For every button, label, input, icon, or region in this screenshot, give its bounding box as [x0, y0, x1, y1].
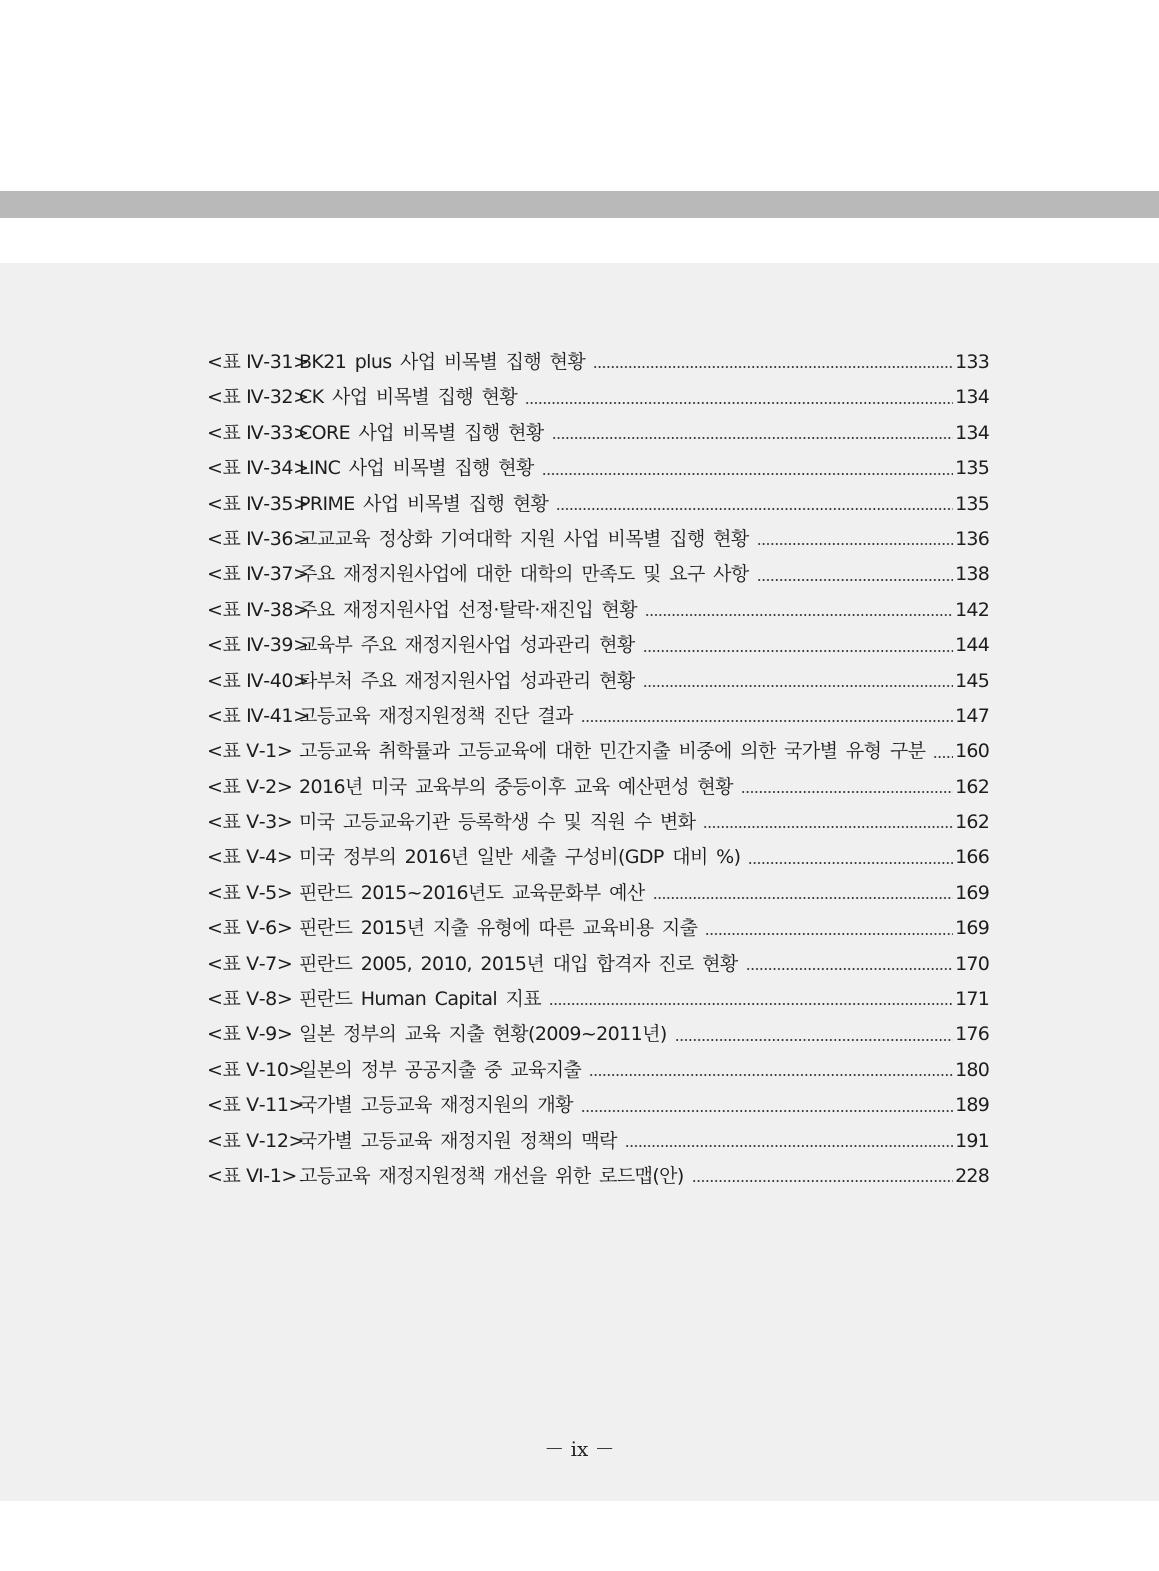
toc-entry-label: [207, 1053, 589, 1088]
table-number: <표 Ⅳ-32>: [207, 386, 309, 409]
page-reference: 160: [955, 740, 989, 763]
dot-leader: [933, 756, 953, 758]
toc-entry[interactable]: [207, 699, 989, 734]
header-band: [0, 191, 1159, 218]
toc-entry[interactable]: [207, 628, 989, 663]
table-number: <표 Ⅴ-2>: [207, 775, 293, 798]
toc-entry[interactable]: [207, 1017, 989, 1052]
dot-leader: [556, 508, 953, 510]
dot-leader: [746, 968, 954, 970]
page-reference: 189: [955, 1094, 989, 1117]
table-title: 일본 정부의 교육 지출 현황(2009~2011년): [299, 1023, 667, 1046]
dot-leader: [757, 579, 953, 581]
toc-entry-label: [207, 522, 757, 557]
toc-entry[interactable]: [207, 805, 989, 840]
toc-entry[interactable]: [207, 947, 989, 982]
table-title: 주요 재정지원사업 선정·탈락·재진입 현황: [299, 598, 638, 621]
table-number: <표 Ⅳ-35>: [207, 492, 309, 515]
dot-leader: [675, 1039, 953, 1041]
toc-entry[interactable]: [207, 345, 989, 380]
table-number: <표 Ⅳ-38>: [207, 598, 309, 621]
toc-entry-label: [207, 1159, 692, 1194]
page-reference: 135: [955, 492, 989, 515]
table-title: 고교교육 정상화 기여대학 지원 사업 비목별 집행 현황: [299, 527, 749, 550]
table-title: 고등교육 재정지원정책 개선을 위한 로드맵(안): [299, 1164, 684, 1187]
table-title: 핀란드 2015~2016년도 교육문화부 예산: [299, 881, 645, 904]
toc-entry[interactable]: [207, 380, 989, 415]
toc-entry-label: [207, 911, 705, 946]
toc-entry[interactable]: [207, 1159, 989, 1194]
table-title: 국가별 고등교육 재정지원의 개황: [299, 1094, 573, 1117]
dot-leader: [525, 402, 953, 404]
toc-entry-label: [207, 876, 653, 911]
toc-entry-label: [207, 699, 581, 734]
table-title: 일본의 정부 공공지출 중 교육지출: [299, 1058, 582, 1081]
dot-leader: [653, 897, 954, 899]
toc-entry[interactable]: [207, 451, 989, 486]
table-number: <표 Ⅳ-36>: [207, 527, 309, 550]
dot-leader: [581, 1110, 953, 1112]
toc-entry-label: [207, 805, 703, 840]
toc-entry[interactable]: [207, 664, 989, 699]
table-title: CORE 사업 비목별 집행 현황: [299, 421, 544, 444]
toc-entry[interactable]: [207, 522, 989, 557]
toc-entry-label: [207, 770, 741, 805]
table-number: <표 Ⅳ-31>: [207, 351, 309, 373]
table-number: <표 Ⅳ-40>: [207, 669, 309, 692]
page-reference: 147: [955, 704, 989, 727]
table-title: CK 사업 비목별 집행 현황: [299, 386, 518, 409]
page-reference: 228: [955, 1164, 989, 1187]
table-number: <표 Ⅳ-39>: [207, 634, 309, 657]
page-reference: 170: [955, 952, 989, 975]
table-number: <표 Ⅴ-7>: [207, 952, 293, 975]
page-reference: 133: [955, 351, 989, 373]
toc-entry[interactable]: [207, 1088, 989, 1123]
page-reference: 142: [955, 598, 989, 621]
dot-leader: [549, 1003, 953, 1005]
toc-entry-label: [207, 1088, 581, 1123]
dot-leader: [703, 826, 953, 828]
toc-entry-label: [207, 416, 552, 451]
table-number: <표 Ⅳ-37>: [207, 563, 309, 586]
table-title: 핀란드 2015년 지출 유형에 따른 교육비용 지출: [299, 917, 698, 940]
toc-entry-label: [207, 840, 748, 875]
table-title: 핀란드 2005, 2010, 2015년 대입 합격자 진로 현황: [299, 952, 738, 975]
page-reference: 145: [955, 669, 989, 692]
dot-leader: [692, 1180, 953, 1182]
table-title: LINC 사업 비목별 집행 현황: [299, 457, 534, 480]
page-reference: 169: [955, 881, 989, 904]
page-reference: 176: [955, 1023, 989, 1046]
page-reference: 171: [955, 988, 989, 1011]
page-reference: 180: [955, 1058, 989, 1081]
table-title: 고등교육 재정지원정책 진단 결과: [299, 704, 573, 727]
toc-entry-label: [207, 557, 757, 592]
table-number: <표 Ⅴ-6>: [207, 917, 293, 940]
toc-entry[interactable]: [207, 416, 989, 451]
toc-entry-label: [207, 345, 593, 380]
table-title: BK21 plus 사업 비목별 집행 현황: [299, 351, 586, 373]
toc-entry[interactable]: [207, 593, 989, 628]
page-reference: 134: [955, 421, 989, 444]
toc-entry-label: [207, 1124, 625, 1159]
page-reference: 162: [955, 775, 989, 798]
table-title: 교육부 주요 재정지원사업 성과관리 현황: [299, 634, 635, 657]
dot-leader: [748, 862, 953, 864]
page-reference: 166: [955, 846, 989, 869]
page-reference: 162: [955, 811, 989, 834]
table-title: 타부처 주요 재정지원사업 성과관리 현황: [299, 669, 635, 692]
toc-entry[interactable]: [207, 876, 989, 911]
table-number: <표 Ⅳ-41>: [207, 704, 309, 727]
dot-leader: [705, 933, 953, 935]
page-reference: 134: [955, 386, 989, 409]
table-number: <표 Ⅴ-9>: [207, 1023, 293, 1046]
dot-leader: [643, 650, 954, 652]
table-title: PRIME 사업 비목별 집행 현황: [299, 492, 549, 515]
table-title: 미국 고등교육기관 등록학생 수 및 직원 수 변화: [299, 811, 696, 834]
page-reference: 136: [955, 527, 989, 550]
table-title: 주요 재정지원사업에 대한 대학의 만족도 및 요구 사항: [299, 563, 749, 586]
table-number: <표 Ⅳ-34>: [207, 457, 309, 480]
page-reference: 191: [955, 1129, 989, 1152]
toc-entry[interactable]: [207, 487, 989, 522]
dot-leader: [542, 473, 953, 475]
toc-entry[interactable]: [207, 557, 989, 592]
dot-leader: [645, 614, 953, 616]
toc-entry-label: [207, 451, 542, 486]
toc-entry-label: [207, 664, 643, 699]
dot-leader: [625, 1145, 953, 1147]
dot-leader: [581, 720, 953, 722]
dot-leader: [757, 543, 953, 545]
toc-entry-label: [207, 982, 549, 1017]
toc-entry-label: [207, 487, 556, 522]
page-reference: 138: [955, 563, 989, 586]
table-title: 고등교육 취학률과 고등교육에 대한 민간지출 비중에 의한 국가별 유형 구분: [299, 740, 926, 763]
table-number: <표 Ⅳ-33>: [207, 421, 309, 444]
toc-entry[interactable]: [207, 770, 989, 805]
toc-entry[interactable]: [207, 1124, 989, 1159]
table-number: <표 Ⅴ-1>: [207, 740, 293, 763]
page-reference: 169: [955, 917, 989, 940]
dot-leader: [593, 366, 953, 368]
table-number: <표 Ⅴ-10>: [207, 1058, 305, 1081]
table-number: <표 Ⅴ-5>: [207, 881, 293, 904]
toc-entry[interactable]: [207, 734, 989, 769]
table-number: <표 Ⅵ-1>: [207, 1164, 297, 1187]
table-of-contents-list: [207, 345, 989, 1194]
table-title: 2016년 미국 교육부의 중등이후 교육 예산편성 현황: [299, 775, 733, 798]
table-number: <표 Ⅴ-8>: [207, 988, 293, 1011]
page-number: － ix －: [544, 1437, 615, 1461]
toc-entry-label: [207, 734, 933, 769]
table-title: 미국 정부의 2016년 일반 세출 구성비(GDP 대비 %): [299, 846, 741, 869]
toc-entry-label: [207, 628, 643, 663]
table-title: 국가별 고등교육 재정지원 정책의 맥락: [299, 1129, 617, 1152]
toc-entry[interactable]: [207, 911, 989, 946]
toc-entry-label: [207, 947, 746, 982]
page-reference: 144: [955, 634, 989, 657]
toc-entry-label: [207, 1017, 675, 1052]
dot-leader: [741, 791, 953, 793]
page-reference: 135: [955, 457, 989, 480]
toc-entry[interactable]: [207, 840, 989, 875]
dot-leader: [552, 437, 954, 439]
toc-entry[interactable]: [207, 1053, 989, 1088]
table-number: <표 Ⅴ-4>: [207, 846, 293, 869]
table-number: <표 Ⅴ-11>: [207, 1094, 305, 1117]
dot-leader: [589, 1074, 953, 1076]
toc-entry[interactable]: [207, 982, 989, 1017]
dot-leader: [643, 685, 954, 687]
toc-entry-label: [207, 593, 645, 628]
table-number: <표 Ⅴ-3>: [207, 811, 293, 834]
toc-entry-label: [207, 380, 525, 415]
table-title: 핀란드 Human Capital 지표: [299, 988, 542, 1011]
table-number: <표 Ⅴ-12>: [207, 1129, 305, 1152]
